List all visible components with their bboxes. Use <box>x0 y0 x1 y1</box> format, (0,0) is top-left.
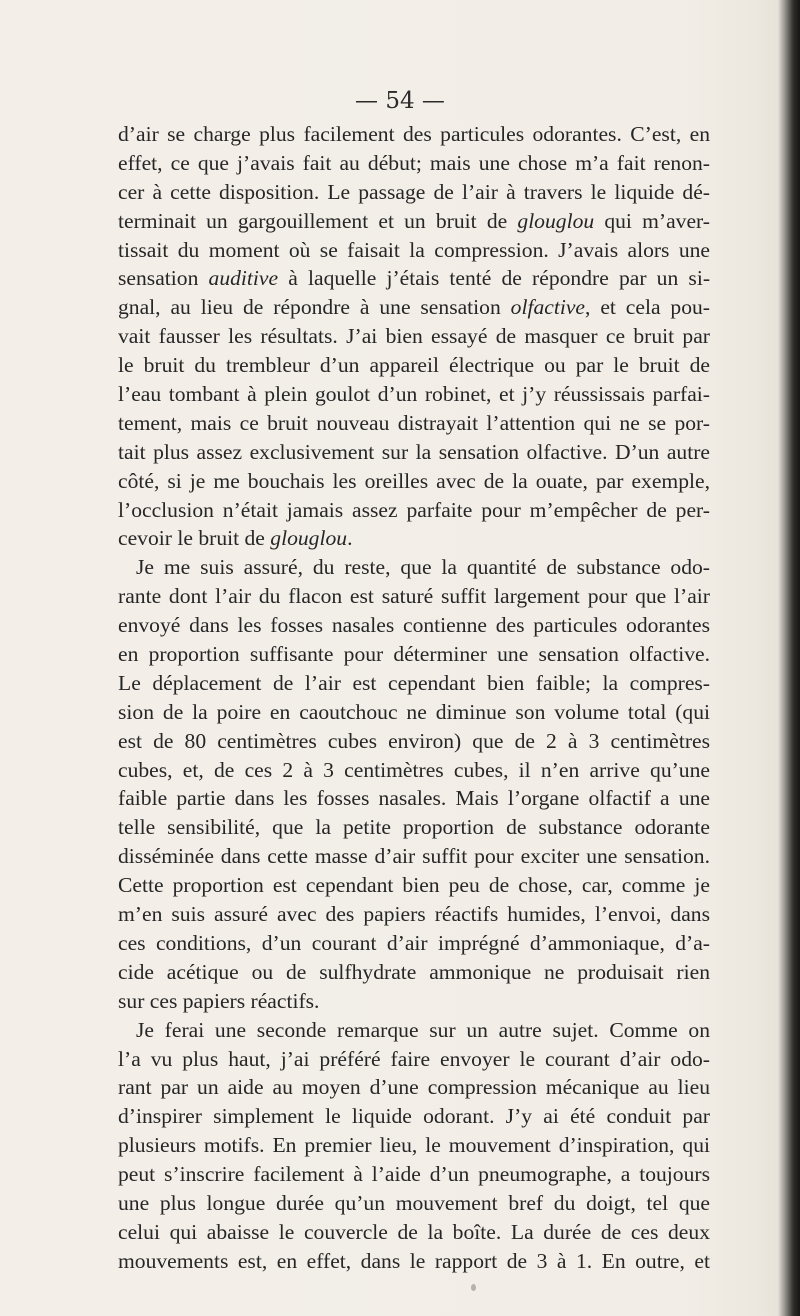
text-line: peut s’inscrire facilement à l’aide d’un pneumographe, a toujours <box>118 1162 710 1187</box>
text-line: cubes, et, de ces 2 à 3 centimètres cubes, il n’en arrive qu’une <box>118 757 710 782</box>
emphasis: glouglou <box>270 526 348 551</box>
emphasis: glouglou <box>517 208 595 233</box>
text-line: vait fausser les résultats. J’ai bien essayé de masquer ce bruit par <box>118 324 710 349</box>
emphasis: olfactive <box>510 295 586 320</box>
body-text <box>118 120 710 1276</box>
text-line: est de 80 centimètres cubes environ) que de 2 à 3 centimètres <box>118 728 710 753</box>
text-line: sur ces papiers réactifs. <box>118 988 320 1013</box>
text-line: tement, mais ce bruit nouveau distrayait l’attention qui ne se por- <box>118 410 710 435</box>
text-line: disséminée dans cette masse d’air suffit pour exciter une sensation. <box>118 844 710 869</box>
text-line: l’eau tombant à plein goulot d’un robinet, et j’y réussissais parfai- <box>118 382 710 407</box>
text-line: cer à cette disposition. Le passage de l’air à travers le liquide dé- <box>118 179 710 204</box>
text-line: sion de la poire en caoutchouc ne diminue son volume total (qui <box>118 699 710 724</box>
text-line: gnal, au lieu de répondre à une sensation olfactive, et cela pou- <box>118 295 711 320</box>
text-line: ces conditions, d’un courant d’air imprégné d’ammoniaque, d’a- <box>118 930 710 955</box>
text-line: Je me suis assuré, du reste, que la quantité de substance odo- <box>136 555 710 580</box>
text-line: cevoir le bruit de glouglou. <box>118 526 353 551</box>
text-line: une plus longue durée qu’un mouvement bref du doigt, tel que <box>118 1190 710 1215</box>
paper-spot <box>471 1284 476 1291</box>
page-number: — 54 — <box>355 88 445 114</box>
text-line: rant par un aide au moyen d’une compression mécanique au lieu <box>118 1075 710 1100</box>
emphasis: auditive <box>208 266 279 291</box>
text-line: Le déplacement de l’air est cependant bien faible; la compres- <box>118 670 710 695</box>
text-line: rante dont l’air du flacon est saturé suffit largement pour que l’air <box>118 584 710 609</box>
text-line: plusieurs motifs. En premier lieu, le mouvement d’inspiration, qui <box>118 1133 710 1158</box>
text-line: m’en suis assuré avec des papiers réactifs humides, l’envoi, dans <box>118 902 710 927</box>
text-line: terminait un gargouillement et un bruit de glouglou qui m’aver- <box>118 208 710 233</box>
text-line: cide acétique ou de sulfhydrate ammonique ne produisait rien <box>118 959 710 984</box>
text-line: mouvements est, en effet, dans le rapport de 3 à 1. En outre, et <box>118 1248 710 1273</box>
text-line: Je ferai une seconde remarque sur un autre sujet. Comme on <box>136 1017 710 1042</box>
text-line: telle sensibilité, que la petite proportion de substance odorante <box>118 815 710 840</box>
text-line: d’air se charge plus facilement des particules odorantes. C’est, en <box>118 122 710 146</box>
text-line: l’occlusion n’était jamais assez parfaite pour m’empêcher de per- <box>118 497 710 522</box>
text-line: effet, ce que j’avais fait au début; mais une chose m’a fait renon- <box>118 150 710 175</box>
text-line: côté, si je me bouchais les oreilles avec de la ouate, par exemple, <box>118 468 710 493</box>
text-line: en proportion suffisante pour déterminer une sensation olfactive. <box>118 642 710 667</box>
page-binding-edge <box>778 0 800 1316</box>
text-line: envoyé dans les fosses nasales contienne des particules odorantes <box>118 613 710 638</box>
text-line: celui qui abaisse le couvercle de la boîte. La durée de ces deux <box>118 1219 710 1244</box>
text-line: tait plus assez exclusivement sur la sensation olfactive. D’un autre <box>118 439 710 464</box>
text-line: tissait du moment où se faisait la compression. J’avais alors une <box>118 237 710 262</box>
text-line: Cette proportion est cependant bien peu de chose, car, comme je <box>118 873 710 898</box>
text-line: le bruit du trembleur d’un appareil électrique ou par le bruit de <box>118 353 710 378</box>
text-line: faible partie dans les fosses nasales. Mais l’organe olfactif a une <box>118 786 710 811</box>
text-line: l’a vu plus haut, j’ai préféré faire envoyer le courant d’air odo- <box>118 1046 710 1071</box>
text-line: d’inspirer simplement le liquide odorant. J’y ai été conduit par <box>118 1104 710 1129</box>
text-line: sensation auditive à laquelle j’étais tenté de répondre par un si- <box>118 266 711 291</box>
